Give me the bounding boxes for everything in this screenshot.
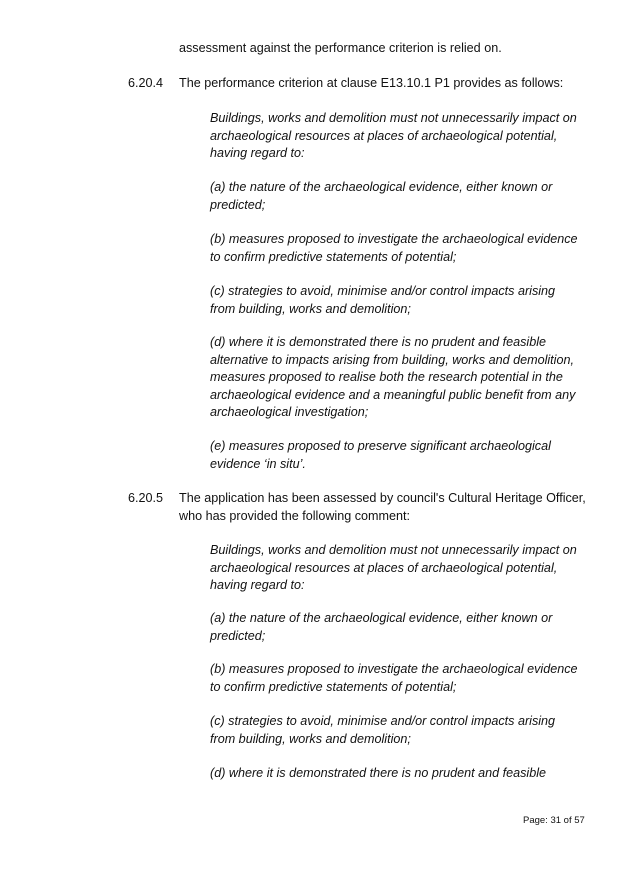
quote-paragraph: Buildings, works and demolition must not unnecessarily impact on archaeological resources at places of archaeological potential, having regard to: — [210, 111, 577, 160]
section-number: 6.20.4 — [128, 76, 164, 90]
quote-paragraph: (a) the nature of the archaeological evidence, either known or predicted; — [210, 180, 553, 212]
quote-paragraph: Buildings, works and demolition must not unnecessarily impact on archaeological resources at places of archaeological potential, having regard to: — [210, 543, 577, 592]
quote-paragraph: (e) measures proposed to preserve significant archaeological evidence ‘in situ’. — [210, 439, 551, 471]
section-text: The performance criterion at clause E13.10.1 P1 provides as follows: — [179, 76, 564, 90]
quote-paragraph: (d) where it is demonstrated there is no prudent and feasible — [210, 766, 547, 780]
section-text: The application has been assessed by council's Cultural Heritage Officer, who has provided the following comment: — [179, 491, 586, 523]
quote-paragraph: (c) strategies to avoid, minimise and/or control impacts arising from building, works and demolition; — [210, 714, 556, 746]
quote-paragraph: (d) where it is demonstrated there is no prudent and feasible alternative to impacts arising from building, works and demolition, measures proposed to realise both the research potential in the archaeological evidence and a meaningful public benefit from any archaeological investigation; — [210, 335, 576, 419]
quote-paragraph: (b) measures proposed to investigate the archaeological evidence to confirm predictive statements of potential; — [210, 232, 578, 264]
intro-line: assessment against the performance criterion is relied on. — [179, 41, 502, 55]
section-number: 6.20.5 — [128, 491, 164, 505]
quote-paragraph: (a) the nature of the archaeological evidence, either known or predicted; — [210, 611, 553, 643]
quote-paragraph: (c) strategies to avoid, minimise and/or control impacts arising from building, works and demolition; — [210, 284, 556, 316]
page-number-footer: Page: 31 of 57 — [523, 815, 585, 826]
quote-paragraph: (b) measures proposed to investigate the archaeological evidence to confirm predictive statements of potential; — [210, 662, 578, 694]
